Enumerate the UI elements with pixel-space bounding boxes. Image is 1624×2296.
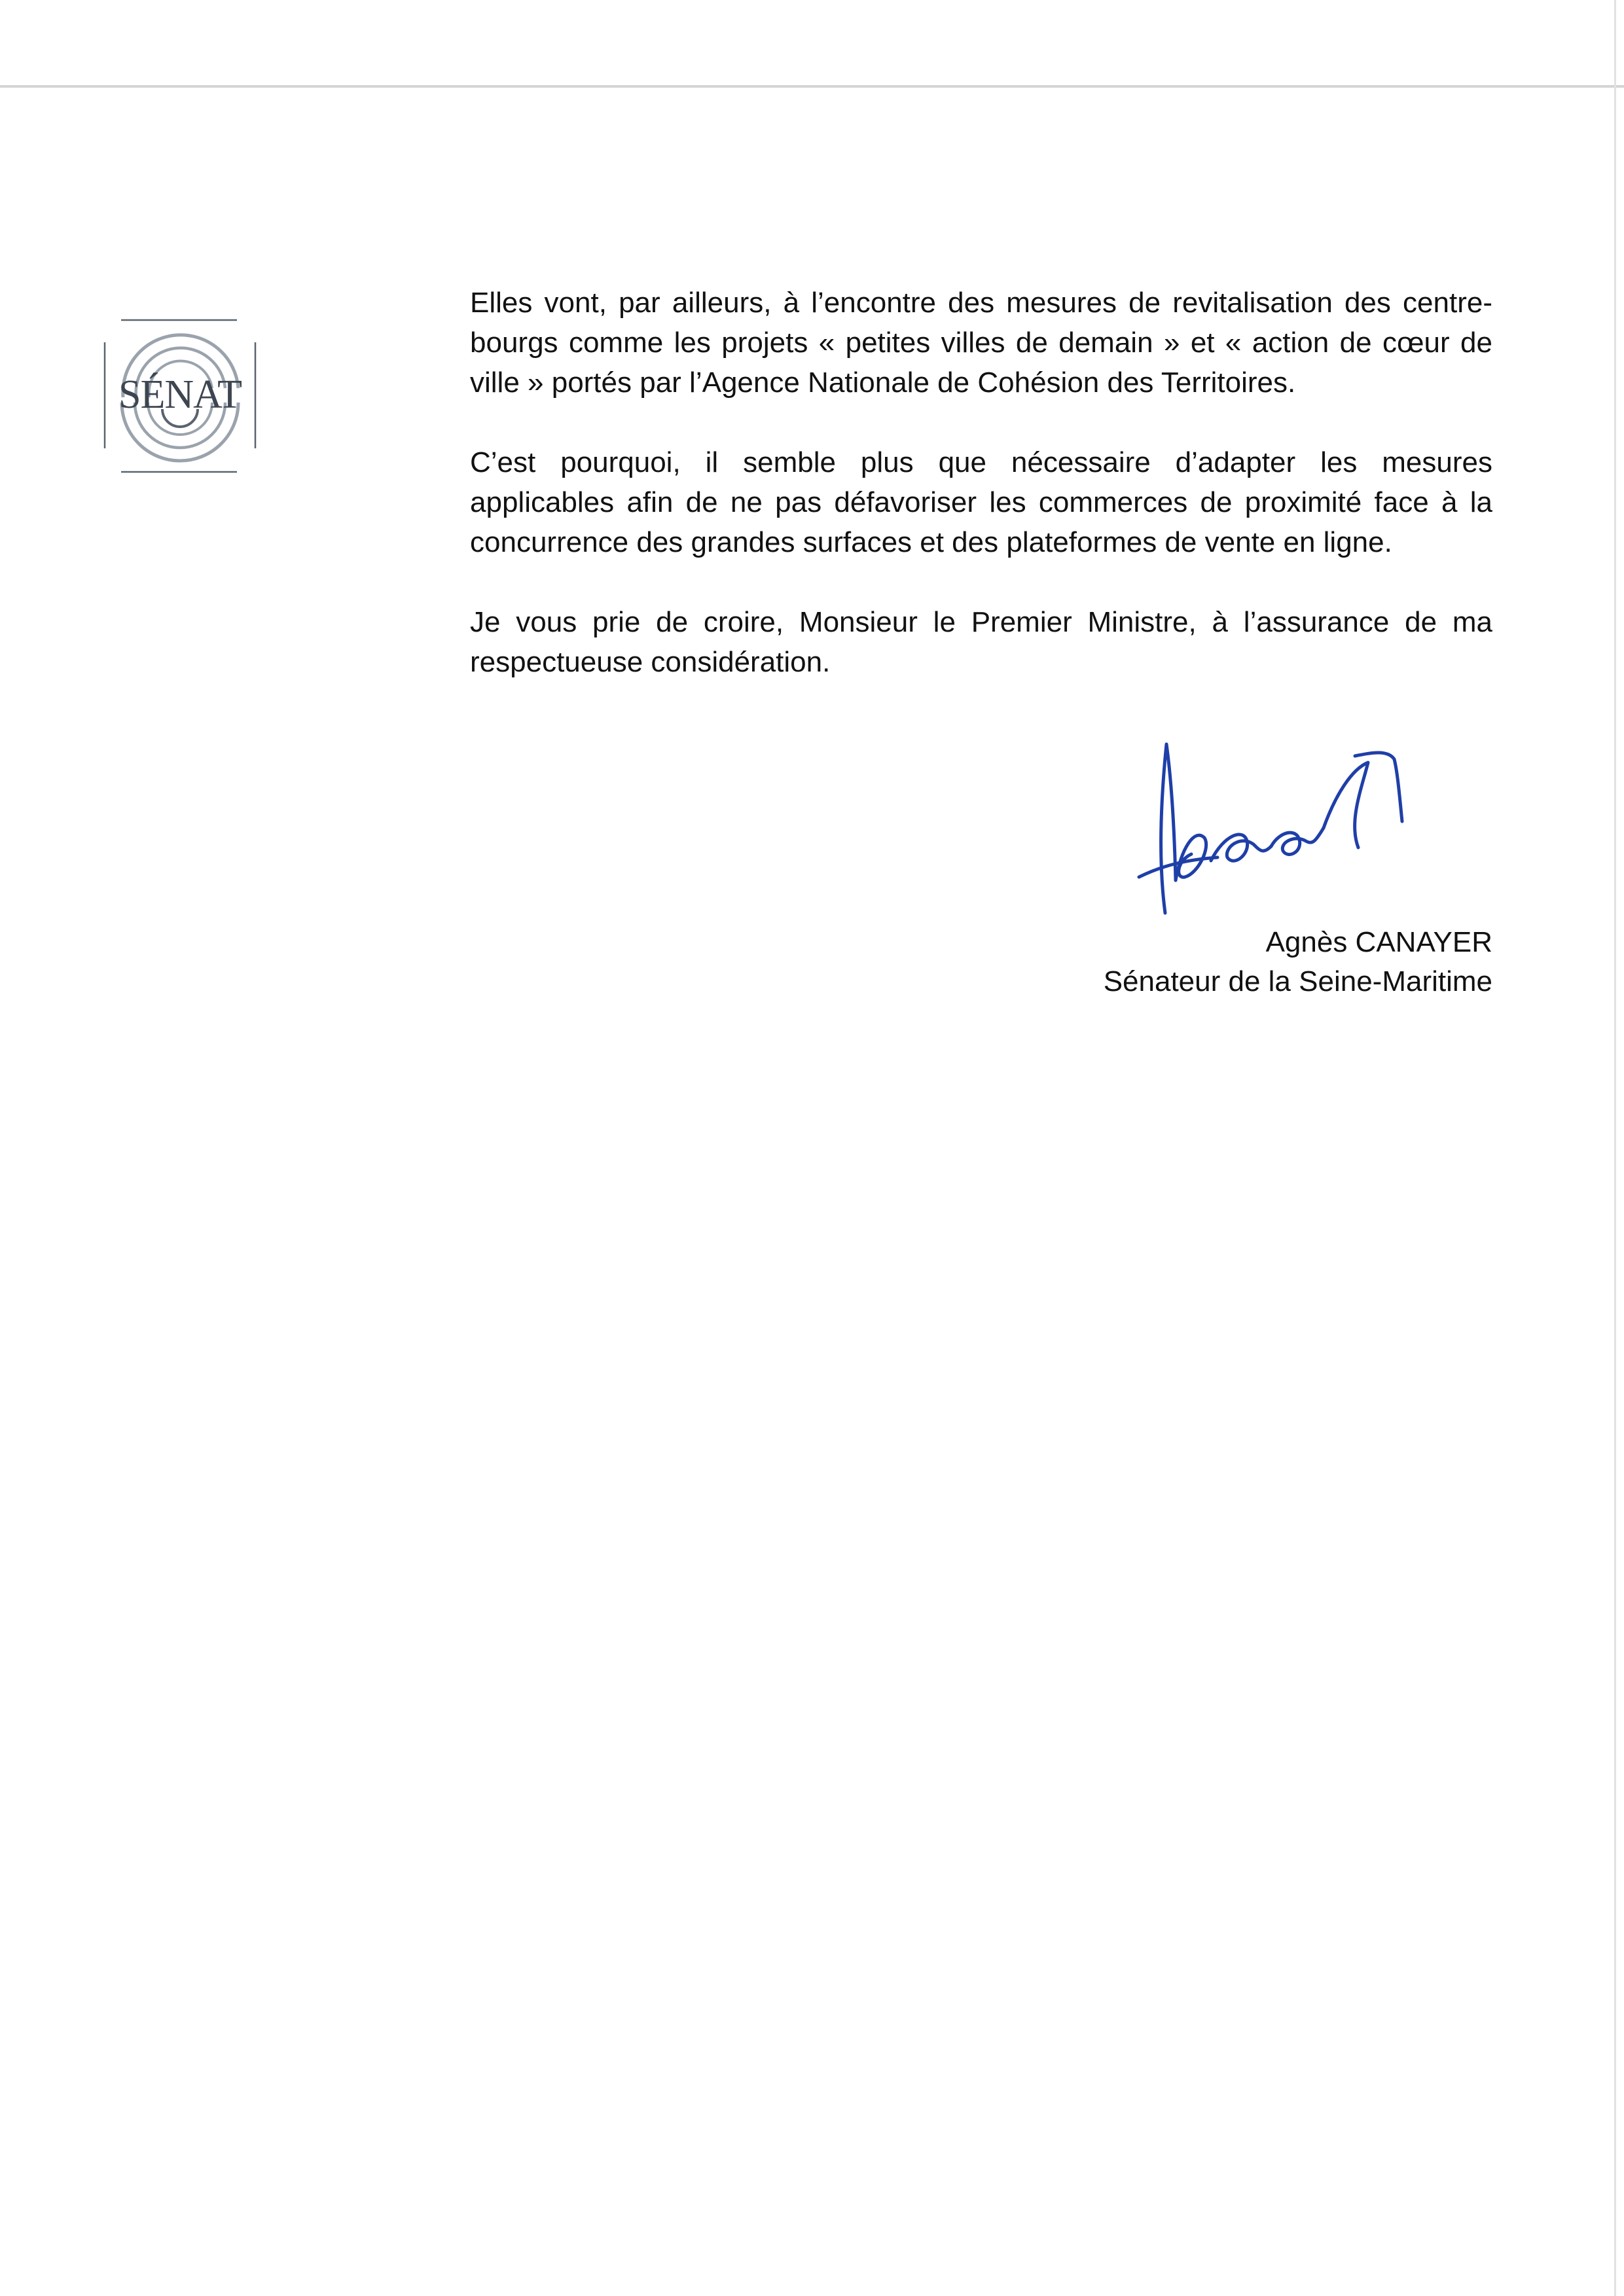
svg-text:SÉNAT: SÉNAT bbox=[118, 372, 242, 417]
scan-top-edge bbox=[0, 85, 1624, 88]
letter-body bbox=[470, 283, 1492, 722]
scan-right-edge bbox=[1614, 0, 1616, 2296]
signer-title: Sénateur de la Seine-Maritime bbox=[1103, 965, 1492, 997]
handwritten-signature bbox=[1119, 730, 1447, 926]
senat-logo bbox=[98, 311, 262, 481]
signer-block bbox=[982, 923, 1492, 1001]
senat-logo-icon bbox=[98, 311, 262, 481]
signer-name: Agnès CANAYER bbox=[1265, 926, 1492, 958]
body-paragraph: Elles vont, par ailleurs, à l’encontre des mesures de revitalisation des centre-bourgs comme les projets « petites villes de demain » et « action de cœur de ville » portés par l’Agence Nationale de Cohésion des Territoires. bbox=[470, 287, 1492, 399]
body-paragraph: C’est pourquoi, il semble plus que nécessaire d’adapter les mesures applicables afin de ne pas défavoriser les commerces de proximité face à la concurrence des grandes surfaces et des plateformes de vente en ligne. bbox=[470, 446, 1492, 558]
body-paragraph: Je vous prie de croire, Monsieur le Premier Ministre, à l’assurance de ma respectueuse considération. bbox=[470, 606, 1492, 678]
signature-icon bbox=[1119, 730, 1447, 926]
